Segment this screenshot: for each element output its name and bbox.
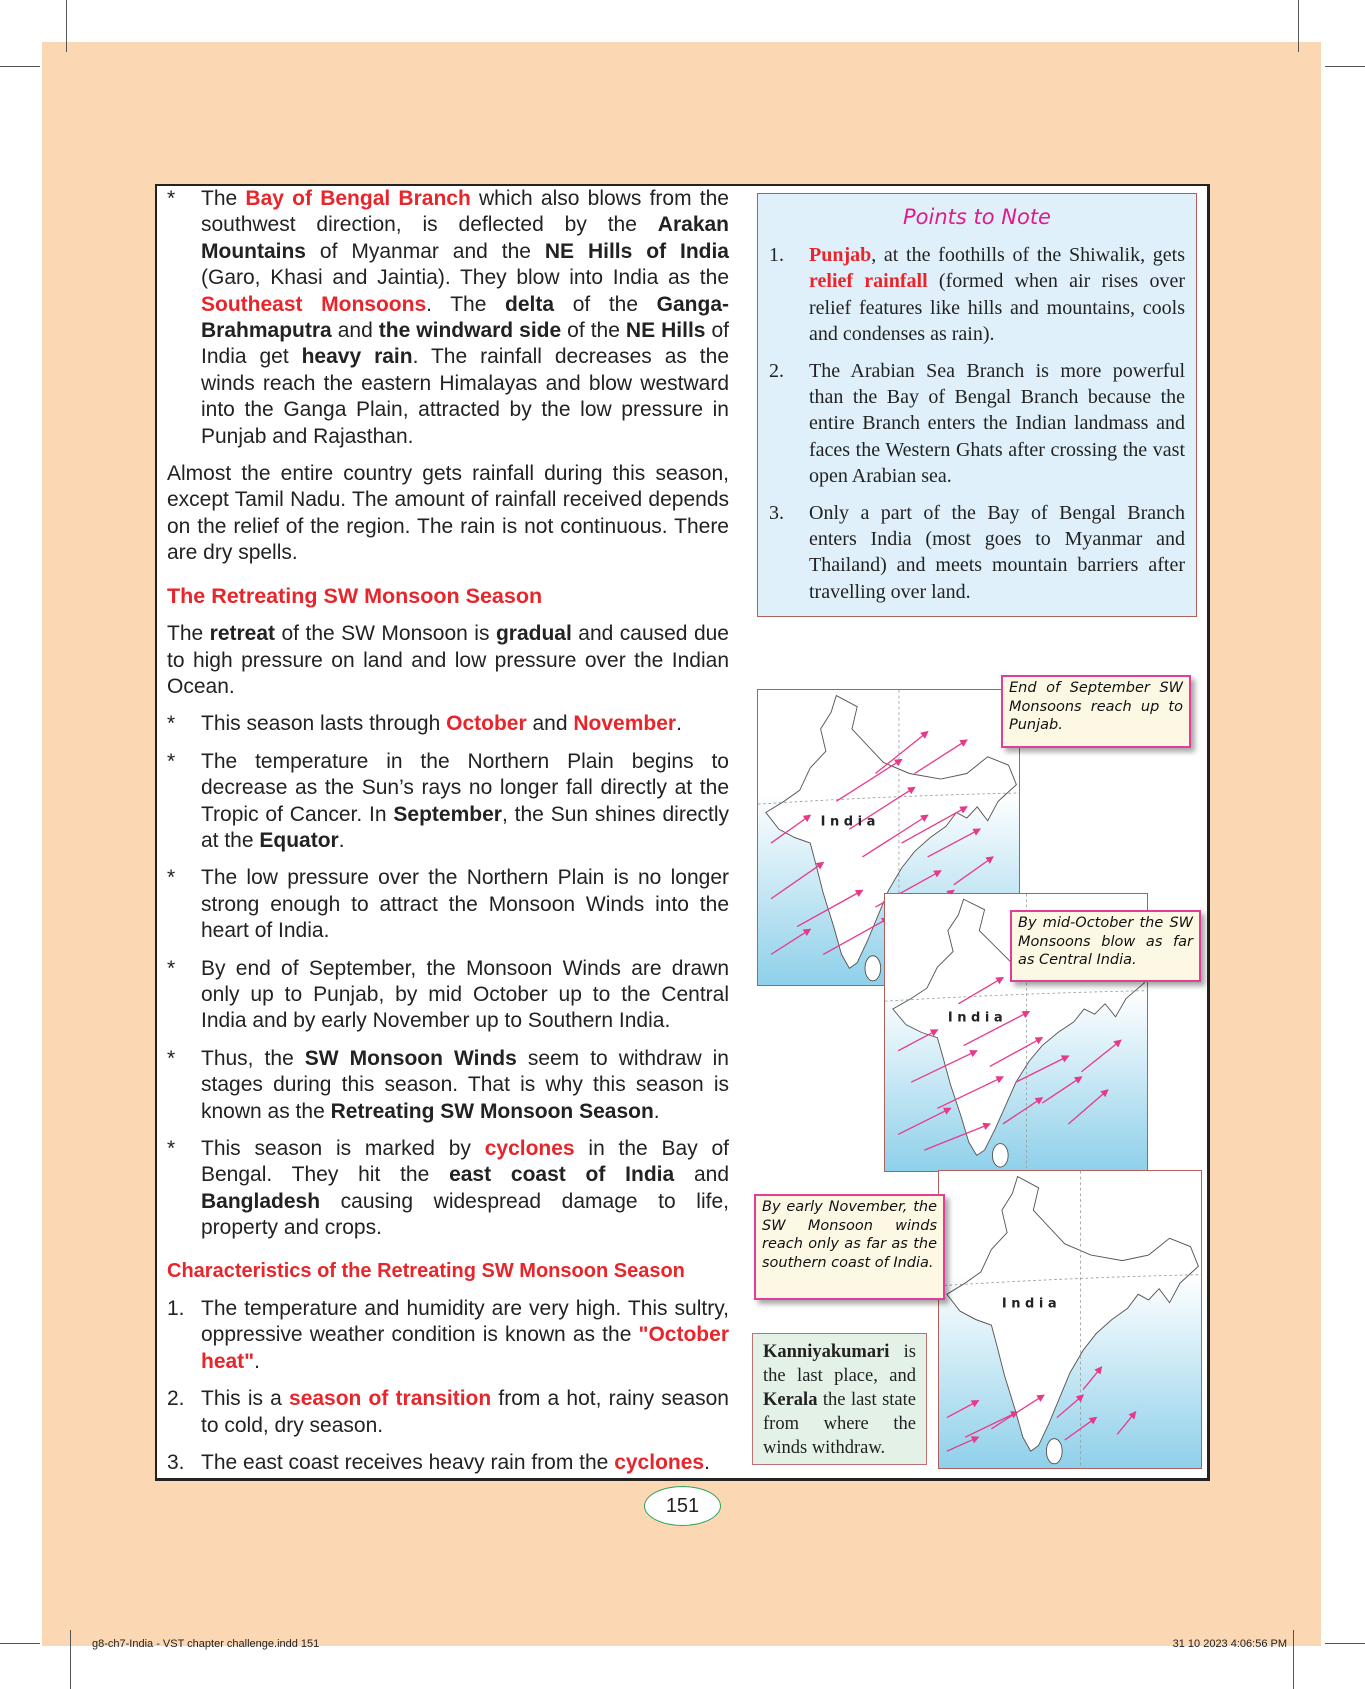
bullet-item — [167, 956, 729, 1035]
points-to-note-box — [757, 193, 1197, 617]
item-marker: * — [167, 1046, 176, 1070]
item-marker: 2. — [167, 1387, 185, 1411]
text-run: Almost the entire country gets rainfall during this season, except Tamil Nadu. The amount of rainfall received depends on the relief of the region. The rain is not continuous. There are dry spells. — [167, 462, 729, 565]
numbered-item — [167, 1296, 729, 1375]
text-run: which also blows from the southwest direction, is deflected by the — [201, 187, 729, 237]
emphasized-text: Bangladesh — [201, 1189, 321, 1213]
note-item — [758, 358, 1196, 489]
item-marker: * — [167, 956, 176, 980]
item-marker: * — [167, 1137, 176, 1160]
emphasized-text: cyclones — [484, 1137, 575, 1160]
text-run: of the — [554, 292, 657, 316]
map-caption: End of September SW Monsoons reach up to Punjab. — [1001, 675, 1191, 748]
crop-mark — [0, 66, 40, 67]
emphasized-text: NE Hills of India — [544, 239, 729, 263]
crop-mark — [66, 0, 67, 52]
text-run: of Myanmar and the — [306, 239, 545, 263]
text-run: The low pressure over the Northern Plain is no longer strong enough to attract the Monsoon Winds into the heart of India. — [201, 866, 729, 943]
text-run: . The — [426, 292, 506, 316]
emphasized-text: gradual — [495, 622, 572, 646]
bullet-item — [167, 1136, 729, 1242]
crop-mark — [70, 1630, 71, 1689]
crop-mark — [0, 1643, 40, 1644]
item-marker: * — [167, 187, 176, 210]
emphasized-text: heavy rain — [301, 345, 413, 369]
crop-mark — [1325, 66, 1365, 67]
emphasized-text: Punjab — [809, 244, 872, 267]
text-run: The — [167, 622, 210, 646]
text-run: is the last place, and — [763, 1342, 916, 1386]
item-marker: * — [167, 712, 176, 736]
text-run: of the SW Monsoon is — [275, 622, 496, 646]
emphasized-text: the windward side — [378, 319, 562, 343]
map-early-november — [938, 1170, 1202, 1469]
paragraph — [167, 621, 729, 700]
bullet-item — [167, 865, 729, 944]
text-run: . — [254, 1349, 260, 1373]
page-number: 151 — [644, 1486, 721, 1526]
text-run: The — [201, 187, 246, 210]
country-label: I n d i a — [820, 814, 876, 830]
emphasized-text: SW Monsoon Winds — [304, 1046, 517, 1070]
item-marker: 1. — [167, 1297, 185, 1321]
crop-mark — [1298, 0, 1299, 52]
text-run: the last state from where the winds withdraw. — [763, 1390, 916, 1458]
text-run: and — [674, 1163, 730, 1187]
paragraph — [167, 461, 729, 567]
text-run: seem to withdraw in stages during this season. That is why this season is known as the — [201, 1046, 729, 1123]
bullet-item — [167, 749, 729, 855]
text-run: of the — [561, 319, 626, 343]
emphasized-text: east coast of India — [449, 1163, 675, 1187]
emphasized-text: cyclones — [614, 1451, 705, 1475]
text-run: . — [653, 1099, 660, 1123]
text-run: in the Bay of Bengal. They hit the — [201, 1137, 730, 1187]
numbered-item — [167, 1450, 729, 1476]
text-run: By end of September, the Monsoon Winds are drawn only up to Punjab, by mid October up to the Central India and by early November up to Southern India. — [201, 956, 729, 1033]
text-run: , at the foothills of the Shiwalik, gets — [871, 244, 1185, 267]
bullet-item — [167, 186, 729, 450]
emphasized-text: Retreating SW Monsoon Season — [330, 1099, 654, 1123]
emphasized-text: season of transition — [289, 1387, 492, 1411]
text-run: The temperature and humidity are very high. This sultry, oppressive weather condition is known as the — [201, 1297, 729, 1347]
text-run: . — [338, 828, 345, 852]
crop-mark — [1293, 1630, 1294, 1689]
emphasized-text: relief rainfall — [809, 270, 928, 293]
country-label: I n d i a — [1001, 1296, 1057, 1312]
emphasized-text: Equator — [259, 828, 339, 852]
map-caption: By mid-October the SW Monsoons blow as far as Central India. — [1010, 910, 1201, 982]
emphasized-text: Bay of Bengal Branch — [245, 187, 471, 210]
sri-lanka-outline — [992, 1144, 1008, 1168]
item-marker: * — [167, 749, 176, 773]
bullet-item — [167, 1046, 729, 1125]
text-run: , the Sun shines directly at the — [201, 802, 729, 852]
text-run: and caused due to high pressure on land and low pressure over the Indian Ocean. — [167, 622, 729, 698]
text-run: Thus, the — [201, 1046, 305, 1070]
item-marker: 3. — [167, 1451, 185, 1475]
emphasized-text: retreat — [209, 622, 276, 646]
slug-file: g8-ch7-India - VST chapter challenge.indd 151 — [92, 1638, 320, 1650]
emphasized-text: Arakan Mountains — [201, 213, 729, 263]
item-marker: 1. — [769, 244, 784, 267]
item-marker: * — [167, 866, 176, 890]
emphasized-text: October — [446, 712, 527, 736]
country-label: I n d i a — [947, 1010, 1003, 1026]
text-run: . — [704, 1451, 710, 1475]
text-run: The Arabian Sea Branch is more powerful than the Bay of Bengal Branch because the entire Branch enters the Indian landmass and faces the Western Ghats after crossing the vast open Arabian sea. — [809, 360, 1185, 487]
slug-date: 31 10 2023 4:06:56 PM — [1172, 1638, 1287, 1650]
sri-lanka-outline — [865, 956, 881, 981]
points-to-note-title: Points to Note — [903, 205, 1051, 229]
text-run: of India get — [201, 319, 729, 369]
bullet-item — [167, 711, 729, 737]
text-run: The temperature in the Northern Plain begins to decrease as the Sun’s rays no longer fall directly at the Tropic of Cancer. In — [201, 749, 729, 826]
text-run: The east coast receives heavy rain from the — [201, 1451, 615, 1475]
text-run: . — [676, 712, 682, 736]
emphasized-text: Kanniyakumari — [763, 1342, 890, 1362]
emphasized-text: "October heat" — [201, 1323, 729, 1373]
map-caption: By early November, the SW Monsoon winds reach only as far as the southern coast of India. — [754, 1194, 945, 1300]
text-run: causing widespread damage to life, property and crops. — [201, 1189, 729, 1240]
text-run: . The rainfall decreases as the winds reach the eastern Himalayas and blow westward into the Ganga Plain, attracted by the low pressure in Punjab and Rajasthan. — [201, 345, 729, 448]
main-text-column — [167, 186, 729, 1487]
text-run: from a hot, rainy season to cold, dry season. — [201, 1387, 729, 1437]
item-marker: 2. — [769, 360, 784, 383]
text-run: This season lasts through — [201, 712, 447, 736]
text-run: (Garo, Khasi and Jaintia). They blow into India as the — [201, 266, 729, 290]
emphasized-text: September — [393, 802, 502, 826]
subsection-heading: Characteristics of the Retreating SW Monsoon Season — [167, 1259, 685, 1282]
kanniyakumari-note — [752, 1333, 927, 1465]
text-run: Only a part of the Bay of Bengal Branch enters India (most goes to Myanmar and Thailand) and meets mountain barriers after travelling over land. — [809, 502, 1185, 603]
text-run: and — [331, 319, 379, 343]
emphasized-text: Kerala — [763, 1390, 818, 1410]
note-item — [758, 242, 1196, 347]
note-item — [758, 500, 1196, 605]
section-heading: The Retreating SW Monsoon Season — [167, 583, 543, 608]
text-run: This is a — [201, 1387, 290, 1411]
emphasized-text: Southeast Monsoons — [201, 292, 427, 316]
emphasized-text: NE Hills — [625, 319, 706, 343]
sri-lanka-outline — [1046, 1439, 1062, 1464]
text-run: This season is marked by — [201, 1137, 485, 1160]
numbered-item — [167, 1386, 729, 1439]
text-run: and — [526, 712, 574, 736]
emphasized-text: November — [573, 712, 677, 736]
crop-mark — [1325, 1643, 1365, 1644]
emphasized-text: delta — [505, 292, 555, 316]
item-marker: 3. — [769, 502, 784, 525]
text-run: (formed when air rises over relief features like hills and mountains, cools and condenses as rain). — [809, 270, 1185, 345]
emphasized-text: Ganga-Brahmaputra — [201, 292, 729, 343]
